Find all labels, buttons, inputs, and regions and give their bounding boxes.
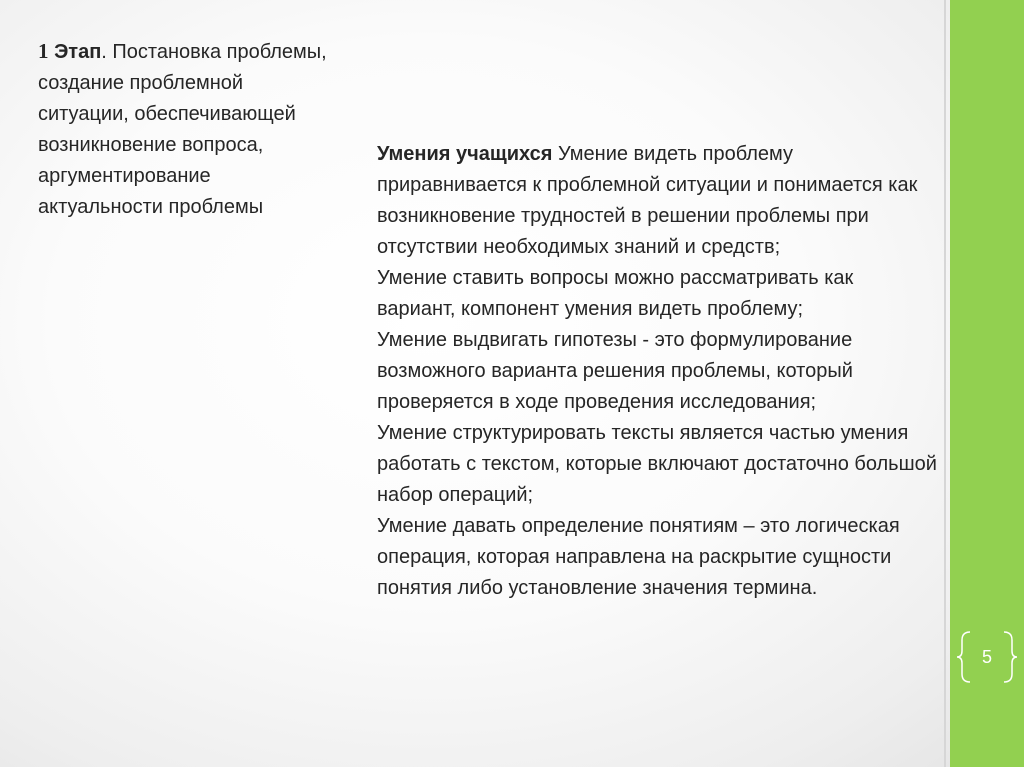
skill-paragraph	[377, 139, 937, 263]
skill-paragraph: Умение ставить вопросы можно рассматривать как вариант, компонент умения видеть проблему;	[377, 267, 854, 320]
stage-description: . Постановка проблемы, создание проблемной ситуации, обеспечивающей возникновение вопроса, аргументирование актуальности проблемы	[38, 41, 327, 218]
skill-paragraph: Умение структурировать тексты является частью умения работать с текстом, которые включают достаточно большой набор операций;	[377, 422, 937, 506]
accent-divider	[944, 0, 946, 767]
page-number-box	[956, 628, 1018, 686]
skill-paragraph: Умение выдвигать гипотезы - это формулирование возможного варианта решения проблемы, который проверяется в ходе проведения исследования;	[377, 329, 853, 413]
skill-text: Умение видеть проблему приравнивается к проблемной ситуации и понимается как возникновение трудностей в решении проблемы при отсутствии необходимых знаний и средств;	[377, 143, 918, 258]
skills-heading: Умения учащихся	[377, 143, 553, 165]
page-number: 5	[981, 647, 992, 667]
stage-title	[38, 36, 328, 223]
stage-number: 1	[38, 39, 49, 63]
skills-text	[377, 139, 937, 604]
stage-label: Этап	[54, 41, 102, 63]
skill-paragraph: Умение давать определение понятиям – это логическая операция, которая направлена на раскрытие сущности понятия либо установление значения термина.	[377, 515, 900, 599]
